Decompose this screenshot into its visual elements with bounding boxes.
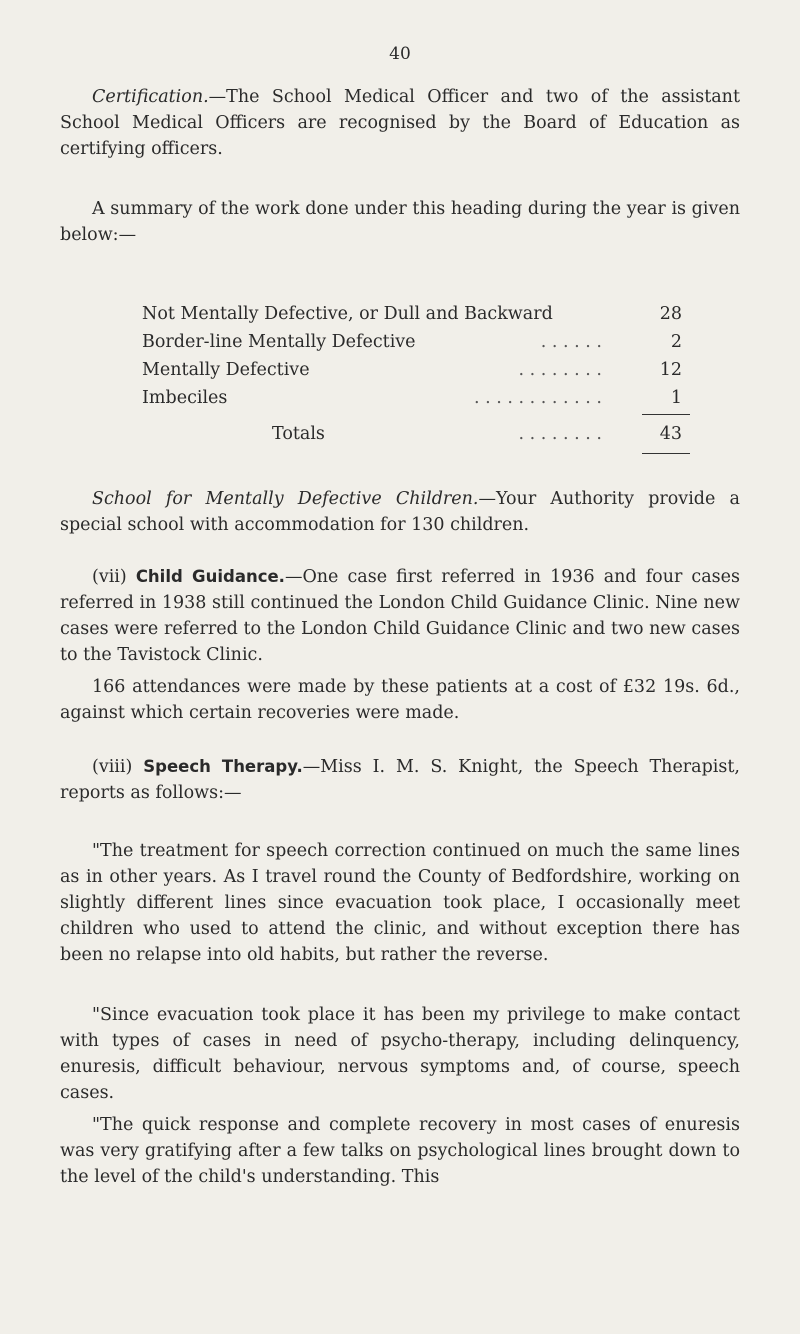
summary-row bbox=[142, 356, 690, 384]
page-number: 40 bbox=[389, 44, 411, 64]
summary-row-value: 1 bbox=[670, 388, 682, 408]
section-number: (viii) bbox=[92, 757, 133, 777]
speech-therapy-heading: Speech Therapy. bbox=[143, 757, 303, 776]
speech-therapy-text: —Miss I. M. S. Knight, the Speech Therapist, reports as follows:— bbox=[60, 757, 740, 803]
total-rule-top bbox=[642, 414, 690, 415]
summary-row-label: Not Mentally Defective, or Dull and Backward bbox=[142, 304, 553, 324]
summary-row bbox=[142, 328, 690, 356]
totals-value: 43 bbox=[659, 424, 682, 444]
summary-row-label: Imbeciles bbox=[142, 388, 228, 408]
summary-row-label: Border-line Mentally Defective bbox=[142, 332, 416, 352]
speech-therapy-paragraph bbox=[60, 754, 740, 806]
quote-paragraph-3: "The quick response and complete recovery in most cases of enuresis was very gratifying after a few talks on psychological lines brought down to the level of the child's understanding. This bbox=[60, 1115, 740, 1187]
child-guidance-heading: Child Guidance. bbox=[135, 567, 285, 586]
certification-heading: Certification. bbox=[92, 87, 209, 107]
summary-row-value: 12 bbox=[659, 360, 682, 380]
summary-row-value: 28 bbox=[659, 304, 682, 324]
quote-paragraph-1: "The treatment for speech correction continued on much the same lines as in other years. As I travel round the County of Bedfordshire, working on slightly different lines since evacuation took place, I occasionally meet children who used to attend the clinic, and without exception there has been no relapse into old habits, but rather the reverse. bbox=[60, 841, 740, 965]
leader-dots: . . . . . . . . bbox=[518, 424, 602, 444]
special-school-heading: School for Mentally Defective Children. bbox=[92, 489, 479, 509]
quote-paragraph-2: "Since evacuation took place it has been my privilege to make contact with types of cases in need of psycho-therapy, including delinquency, enuresis, difficult behaviour, nervous symptoms and, of course, speech cases. bbox=[60, 1005, 740, 1103]
leader-dots: . . . . . . . . bbox=[518, 360, 602, 380]
summary-row bbox=[142, 384, 690, 412]
child-guidance-text: —One case first referred in 1936 and four cases referred in 1938 still continued the London Child Guidance Clinic. Nine new cases were referred to the London Child Guidance Clinic and two new cases to the Tavistock Clinic. bbox=[60, 567, 740, 665]
totals-label: Totals bbox=[272, 424, 325, 444]
certification-text: —The School Medical Officer and two of the assistant School Medical Officers are recognised by the Board of Education as certifying officers. bbox=[60, 87, 740, 159]
summary-row-value: 2 bbox=[670, 332, 682, 352]
summary-row bbox=[142, 300, 690, 328]
summary-intro: A summary of the work done under this heading during the year is given below:— bbox=[60, 199, 740, 245]
section-number: (vii) bbox=[92, 567, 127, 587]
attendances-paragraph: 166 attendances were made by these patients at a cost of £32 19s. 6d., against which certain recoveries were made. bbox=[60, 677, 740, 723]
special-school-paragraph bbox=[60, 486, 740, 538]
total-rule-bottom bbox=[642, 453, 690, 454]
special-school-text: —Your Authority provide a special school with accommodation for 130 children. bbox=[60, 489, 740, 535]
summary-row-label: Mentally Defective bbox=[142, 360, 310, 380]
summary-table bbox=[142, 300, 690, 444]
leader-dots: . . . . . . bbox=[540, 332, 602, 352]
certification-paragraph bbox=[60, 84, 740, 162]
child-guidance-paragraph bbox=[60, 564, 740, 668]
leader-dots: . . . . . . . . . . . . bbox=[474, 388, 602, 408]
totals-row bbox=[142, 420, 690, 448]
